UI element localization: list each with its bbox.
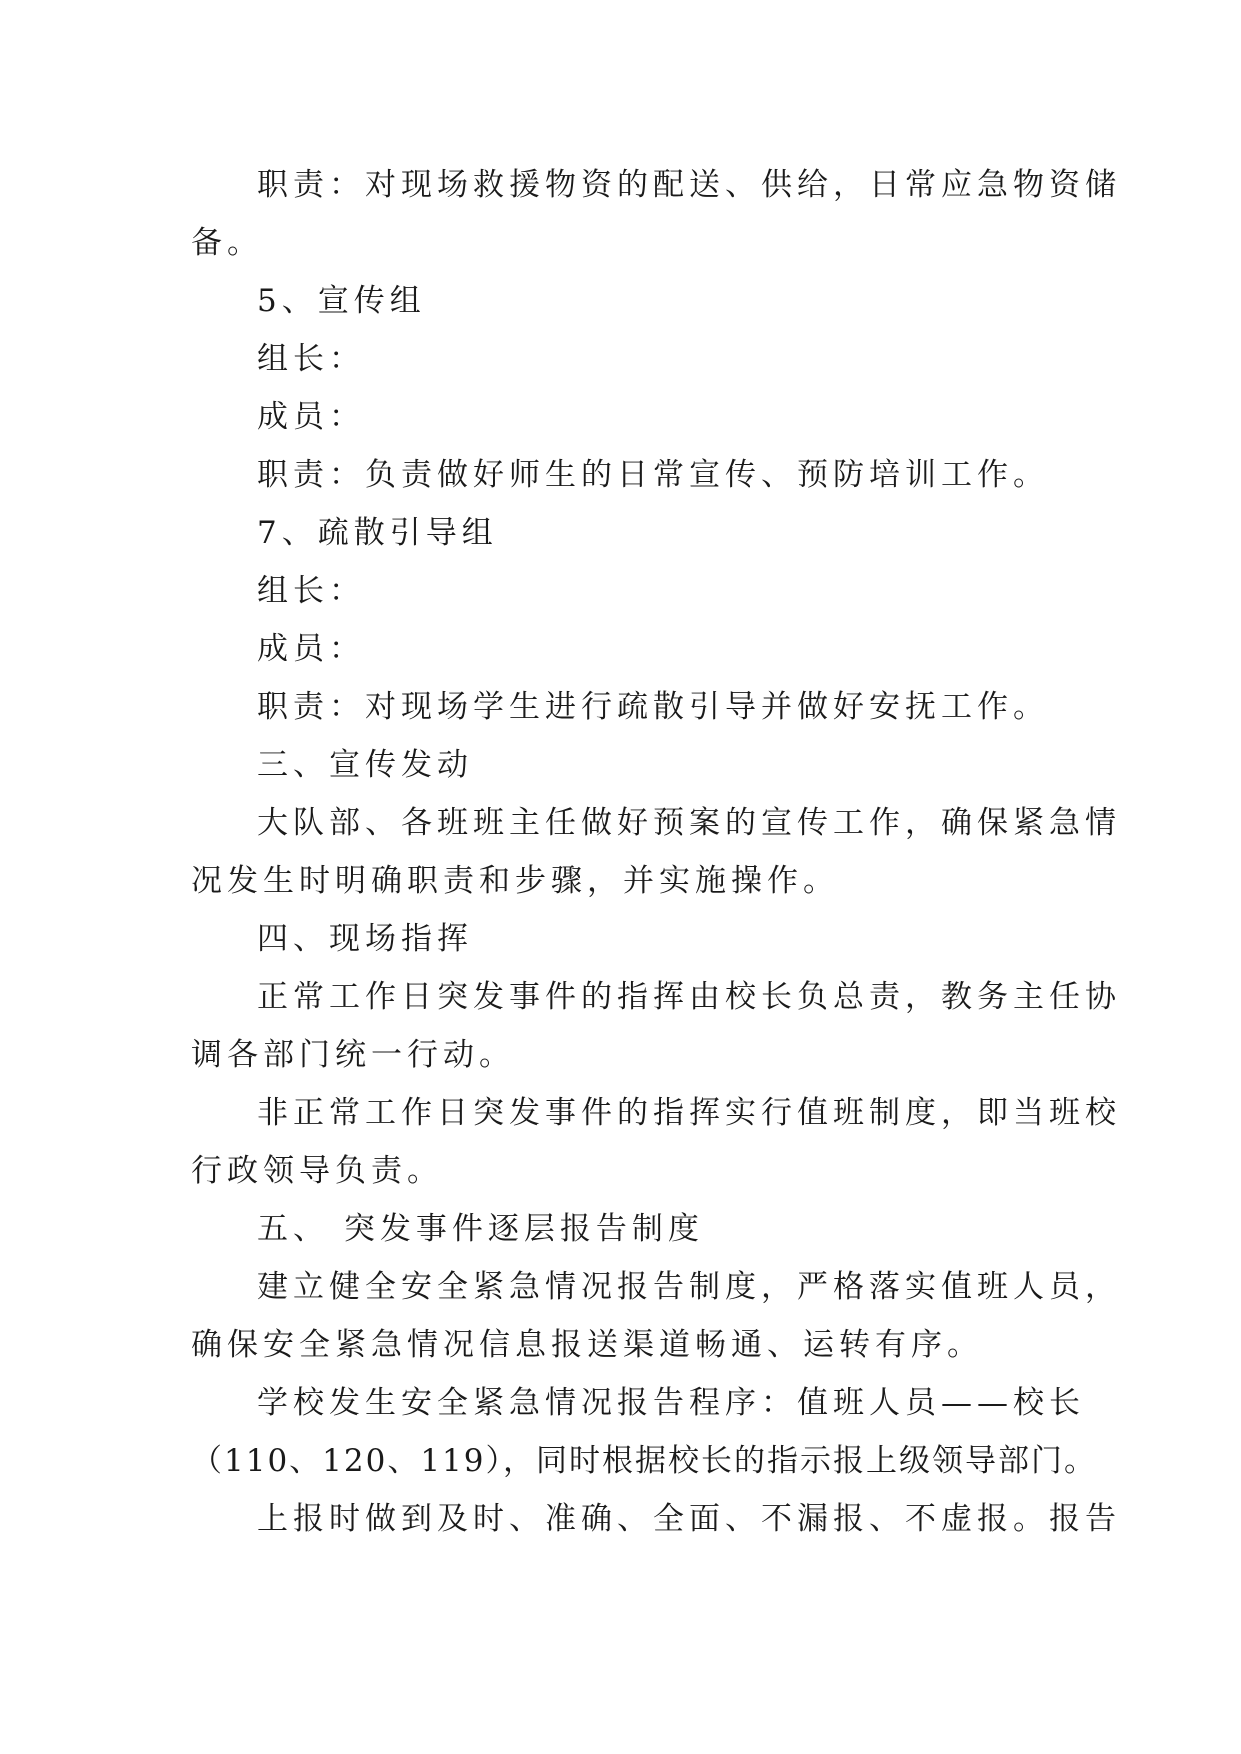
paragraph-line: 确保安全紧急情况信息报送渠道畅通、运转有序。 [191, 1327, 983, 1363]
section-heading: 五、 突发事件逐层报告制度 [257, 1211, 704, 1247]
paragraph-line: 成员： [257, 399, 365, 435]
paragraph-line: 职责：对现场学生进行疏散引导并做好安抚工作。 [257, 689, 1049, 725]
paragraph-line: 非正常工作日突发事件的指挥实行值班制度，即当班校 [257, 1095, 1121, 1131]
paragraph-line: 学校发生安全紧急情况报告程序：值班人员——校长 [257, 1385, 1085, 1421]
paragraph-line: 况发生时明确职责和步骤，并实施操作。 [191, 863, 839, 899]
paragraph-line: 上报时做到及时、准确、全面、不漏报、不虚报。报告 [257, 1501, 1121, 1537]
paragraph-line: 备。 [191, 225, 263, 261]
paragraph-line: 正常工作日突发事件的指挥由校长负总责，教务主任协 [257, 979, 1121, 1015]
section-heading: 7、疏散引导组 [257, 515, 498, 551]
paragraph-line: 行政领导负责。 [191, 1153, 443, 1189]
paragraph-line: 建立健全安全紧急情况报告制度，严格落实值班人员， [257, 1269, 1121, 1305]
paragraph-line: 成员： [257, 631, 365, 667]
paragraph-line: 组长： [257, 341, 365, 377]
paragraph-line: 大队部、各班班主任做好预案的宣传工作，确保紧急情 [257, 805, 1121, 841]
section-heading: 四、现场指挥 [257, 921, 473, 957]
section-heading: 三、宣传发动 [257, 747, 473, 783]
document-body [191, 156, 1121, 1548]
paragraph-line: 职责：负责做好师生的日常宣传、预防培训工作。 [257, 457, 1049, 493]
paragraph-line: （110、120、119），同时根据校长的指示报上级领导部门。 [191, 1443, 1098, 1479]
section-heading: 5、宣传组 [257, 283, 426, 319]
paragraph-line: 组长： [257, 573, 365, 609]
paragraph-line: 调各部门统一行动。 [191, 1037, 515, 1073]
paragraph-line: 职责：对现场救援物资的配送、供给，日常应急物资储 [257, 167, 1121, 203]
